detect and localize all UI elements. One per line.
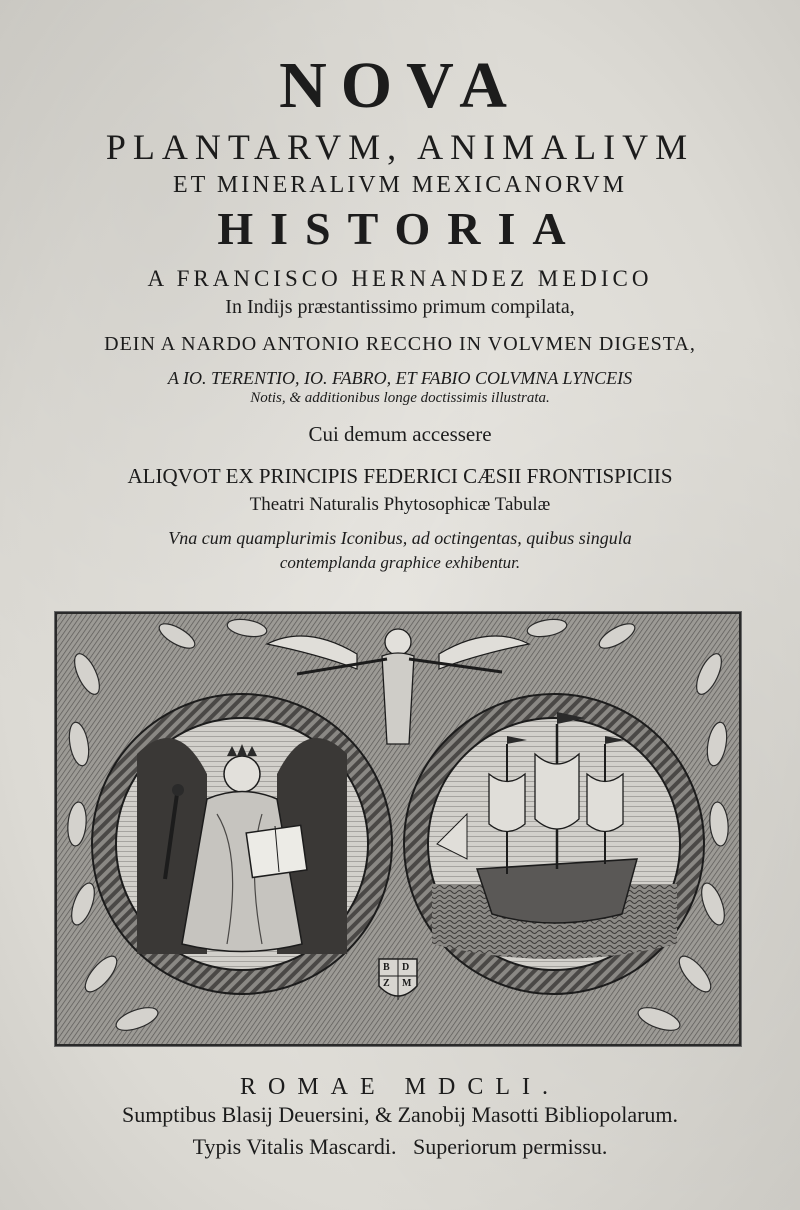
shield-letter-m: M <box>402 978 412 989</box>
iconibus-line: Vna cum quamplurimis Iconibus, ad octingentas, quibus singula <box>168 528 632 548</box>
frontispiece-engraving <box>55 612 741 1046</box>
editors-line: A IO. TERENTIO, IO. FABRO, ET FABIO COLVMNA LYNCEIS <box>167 368 633 388</box>
shield-letter-d: D <box>402 962 410 973</box>
imprint-place-year: ROMAE MDCLI. <box>239 1074 560 1100</box>
engraving-illustration <box>57 614 739 1044</box>
title-line-plantarum: PLANTARVM, ANIMALIVM <box>105 127 695 167</box>
accessere-line: Cui demum accessere <box>308 422 492 446</box>
theatri-line: Theatri Naturalis Phytosophicæ Tabulæ <box>249 494 551 515</box>
frontispicii-line: ALIQVOT EX PRINCIPIS FEDERICI CÆSII FRONTISPICIIS <box>127 464 673 488</box>
author-note: In Indijs præstantissimo primum compilata, <box>225 296 575 318</box>
title-line-mineralium: ET MINERALIVM MEXICANORVM <box>173 172 627 198</box>
shield-letter-b: B <box>383 962 390 973</box>
author-line: A FRANCISCO HERNANDEZ MEDICO <box>147 266 653 291</box>
title-nova: NOVA <box>279 49 521 122</box>
queen-figure <box>137 738 347 954</box>
imprint-typis: Typis Vitalis Mascardi. Superiorum permissu. <box>192 1134 608 1159</box>
editors-note: Notis, & additionibus longe doctissimis illustrata. <box>250 390 550 406</box>
contemplanda-line: contemplanda graphice exhibentur. <box>279 553 521 572</box>
digest-line: DEIN A NARDO ANTONIO RECCHO IN VOLVMEN DIGESTA, <box>104 333 696 355</box>
shield-letter-z: Z <box>383 978 390 989</box>
title-historia: HISTORIA <box>217 203 583 254</box>
imprint-sumptibus: Sumptibus Blasij Deuersini, & Zanobij Masotti Bibliopolarum. <box>121 1102 679 1127</box>
